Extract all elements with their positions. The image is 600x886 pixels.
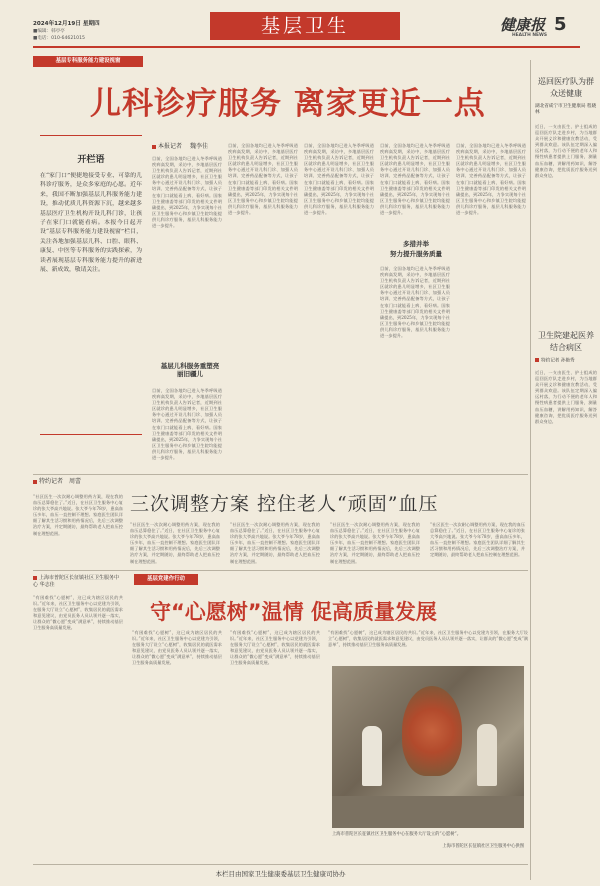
section-title: 基层卫生 xyxy=(260,15,349,37)
header-phone: ■电话：010-64621015 xyxy=(33,36,85,41)
main-col-5: 目前，全国各地均已进入冬季呼吸道疾病高发期，采访中，多地基层医疗卫生机构负责人告诉记者，近期到社区就诊的患儿明显增多，社区卫生服务中心通过开设儿科门诊、加强人员培训、完善药品配备等方式，让孩子在家门口就能看上病、看好病。国家卫生健康委等部门印发的相关文件明确提出，到2025年，力争实现每个社区卫生服务中心和乡镇卫生院均能提供儿科诊疗服务，基层儿科服务能力进一步提升。 xyxy=(456,143,526,216)
right-banner-1-author: 程晓林 xyxy=(535,104,597,115)
section-divider-2 xyxy=(33,570,528,571)
main-tag: 本报记者 xyxy=(158,143,183,150)
page-number: 5 xyxy=(554,14,567,35)
photo-credit: 上海市普陀区长征镇社区卫生服务中心供图 xyxy=(442,844,524,849)
header-editor: ■编辑：韩亭亭 xyxy=(33,29,65,34)
editor-note xyxy=(40,135,142,435)
header-rule xyxy=(33,46,580,48)
header-date: 2024年12月19日 星期四 xyxy=(33,21,100,27)
main-subhead-3: 努力提升服务质量 xyxy=(390,250,442,258)
right-banner-2-author: 孙艳秀 xyxy=(560,358,575,364)
wish-tree-shape xyxy=(402,686,462,776)
right-col-text-2: 近日，一支由医生、护士组成的巡回医疗队走进乡村，为当地群众开展义诊和健康宣教活动，受到群众欢迎。该队伍定期深入偏远村落，为行动不便的老年人和慢性病患者提供上门服务，测量血压血糖，讲解用药知识，解答健康咨询，把优质医疗服务送到群众身边。 xyxy=(535,370,597,424)
main-subhead-1: 基层儿科服务重塑亮丽旧疆儿 xyxy=(160,362,220,378)
main-col-4: 目前，全国各地均已进入冬季呼吸道疾病高发期，采访中，多地基层医疗卫生机构负责人告诉记者，近期到社区就诊的患儿明显增多，社区卫生服务中心通过开设儿科门诊、加强人员培训、完善药品配备等方式，让孩子在家门口就能看上病、看好病。国家卫生健康委等部门印发的相关文件明确提出，到2025年，力争实现每个社区卫生服务中心和乡镇卫生院均能提供儿科诊疗服务，基层儿科服务能力进一步提升。 xyxy=(380,143,450,216)
right-banner-1-title: 巡回医疗队为群众送健康 xyxy=(538,77,594,98)
masthead-logo: 健康报 xyxy=(500,16,546,34)
masthead-logo-en: HEALTH NEWS xyxy=(512,33,548,38)
photo-person-2 xyxy=(477,724,497,786)
editor-note-body: 在“家门口”便捷地接受专业、可靠的儿科诊疗服务，是众多家庭的心愿。近年来，我国不断加强基层儿科服务能力建设，推动优质儿科资源下沉，越来越多基层医疗卫生机构开设儿科门诊，让孩子在家门口就能看病。本报今日起开设“基层专科服务能力建设视窗”栏目，关注各地加强基层儿科、口腔、眼科、康复、中医等专科服务的实践探索，为读者展现基层专科服务能力提升的新进展、新成效，敬请关注。 xyxy=(40,173,142,274)
main-col-4b: 目前，全国各地均已进入冬季呼吸道疾病高发期，采访中，多地基层医疗卫生机构负责人告诉记者，近期到社区就诊的患儿明显增多，社区卫生服务中心通过开设儿科门诊、加强人员培训、完善药品配备等方式，让孩子在家门口就能看上病、看好病。国家卫生健康委等部门印发的相关文件明确提出，到2025年，力争实现每个社区卫生服务中心和乡镇卫生院均能提供儿科诊疗服务，基层儿科服务能力进一步提升。 xyxy=(380,266,450,339)
photo-floor xyxy=(332,796,524,828)
second-col-4: “社区医生一次次耐心调整用药方案，现在我的血压总算稳住了。”近日，在社区卫生服务中心复诊的张大爷高兴地说。张大爷今年78岁，患高血压多年，血压一直控制不理想。家庭医生团队详细了解其生活习惯和用药情况后，先后三次调整治疗方案，并定期随访，最终帮助老人把血压控制在理想范围。 xyxy=(330,522,420,564)
main-headline: 儿科诊疗服务 离家更近一点 xyxy=(90,86,486,122)
right-col-text-1: 近日，一支由医生、护士组成的巡回医疗队走进乡村，为当地群众开展义诊和健康宣教活动，受到群众欢迎。该队伍定期深入偏远村落，为行动不便的老年人和慢性病患者提供上门服务，测量血压血糖，讲解用药知识，解答健康咨询，把优质医疗服务送到群众身边。 xyxy=(535,124,597,178)
wish-tree-photo xyxy=(332,666,524,828)
right-banner-2 xyxy=(535,330,597,354)
third-col-2: “有困难找“心愿树”，这已成为辖区居民的共识。”近年来，社区卫生服务中心以党建为引领，在服务大厅设立“心愿树”，收集居民的就医需求和意见建议，由党员医务人员认领并逐一落实，让群众的“微心愿”变成“满意单”，持续推动基层卫生服务高质量发展。 xyxy=(132,630,222,666)
main-col-1b: 目前，全国各地均已进入冬季呼吸道疾病高发期，采访中，多地基层医疗卫生机构负责人告诉记者，近期到社区就诊的患儿明显增多，社区卫生服务中心通过开设儿科门诊、加强人员培训、完善药品配备等方式，让孩子在家门口就能看上病、看好病。国家卫生健康委等部门印发的相关文件明确提出，到2025年，力争实现每个社区卫生服务中心和乡镇卫生院均能提供儿科诊疗服务，基层儿科服务能力进一步提升。 xyxy=(152,388,222,461)
main-author: 魏李佳 xyxy=(189,143,208,150)
photo-caption: 上海市普陀区长征镇社区卫生服务中心在服务大厅设立的“心愿树”。 xyxy=(332,832,462,837)
third-tag: 上海市普陀区长征镇社区卫生服务中心 xyxy=(33,575,120,588)
main-col-1: 目前，全国各地均已进入冬季呼吸道疾病高发期，采访中，多地基层医疗卫生机构负责人告诉记者，近期到社区就诊的患儿明显增多，社区卫生服务中心通过开设儿科门诊、加强人员培训、完善药品配备等方式，让孩子在家门口就能看上病、看好病。国家卫生健康委等部门印发的相关文件明确提出，到2025年，力争实现每个社区卫生服务中心和乡镇卫生院均能提供儿科诊疗服务，基层儿科服务能力进一步提升。 xyxy=(152,156,222,229)
byline-marker-icon xyxy=(535,358,539,362)
right-banner-2-title: 卫生院建起医养结合病区 xyxy=(538,331,594,352)
second-col-1: “社区医生一次次耐心调整用药方案，现在我的血压总算稳住了。”近日，在社区卫生服务中心复诊的张大爷高兴地说。张大爷今年78岁，患高血压多年，血压一直控制不理想。家庭医生团队详细了解其生活习惯和用药情况后，先后三次调整治疗方案，并定期随访，最终帮助老人把血压控制在理想范围。 xyxy=(33,494,123,536)
right-col-divider xyxy=(530,60,531,880)
second-byline xyxy=(33,478,81,486)
second-author: 周蕾 xyxy=(68,478,81,485)
topic-label: 基层专科服务能力建设视窗 xyxy=(33,56,143,67)
right-banner-2-byline xyxy=(535,358,597,365)
third-byline xyxy=(33,575,123,589)
footer-note: 本栏目由国家卫生健康委基层卫生健康司协办 xyxy=(215,870,346,878)
second-headline: 三次调整方案 控住老人“顽固”血压 xyxy=(130,493,439,515)
main-col-2: 目前，全国各地均已进入冬季呼吸道疾病高发期，采访中，多地基层医疗卫生机构负责人告诉记者，近期到社区就诊的患儿明显增多，社区卫生服务中心通过开设儿科门诊、加强人员培训、完善药品配备等方式，让孩子在家门口就能看上病、看好病。国家卫生健康委等部门印发的相关文件明确提出，到2025年，力争实现每个社区卫生服务中心和乡镇卫生院均能提供儿科诊疗服务，基层儿科服务能力进一步提升。 xyxy=(228,143,298,216)
second-tag: 特约记者 xyxy=(39,478,64,485)
byline-marker-icon xyxy=(33,576,37,580)
byline-marker-icon xyxy=(152,145,156,149)
second-col-5: “社区医生一次次耐心调整用药方案，现在我的血压总算稳住了。”近日，在社区卫生服务中心复诊的张大爷高兴地说。张大爷今年78岁，患高血压多年，血压一直控制不理想。家庭医生团队详细了解其生活习惯和用药情况后，先后三次调整治疗方案，并定期随访，最终帮助老人把血压控制在理想范围。 xyxy=(430,522,525,558)
main-col-3: 目前，全国各地均已进入冬季呼吸道疾病高发期，采访中，多地基层医疗卫生机构负责人告诉记者，近期到社区就诊的患儿明显增多，社区卫生服务中心通过开设儿科门诊、加强人员培训、完善药品配备等方式，让孩子在家门口就能看上病、看好病。国家卫生健康委等部门印发的相关文件明确提出，到2025年，力争实现每个社区卫生服务中心和乡镇卫生院均能提供儿科诊疗服务，基层儿科服务能力进一步提升。 xyxy=(304,143,374,216)
third-author: 华志佳 xyxy=(39,582,55,588)
third-col-4: “有困难找“心愿树”，这已成为辖区居民的共识。”近年来，社区卫生服务中心以党建为引领，在服务大厅设立“心愿树”，收集居民的就医需求和意见建议，由党员医务人员认领并逐一落实，让群众的“微心愿”变成“满意单”，持续推动基层卫生服务高质量发展。 xyxy=(328,630,528,648)
third-headline: 守“心愿树”温情 促高质量发展 xyxy=(150,600,437,624)
byline-marker-icon xyxy=(33,480,37,484)
section-title-bar xyxy=(210,12,400,40)
page-header xyxy=(0,0,600,50)
footer-rule xyxy=(33,864,528,865)
photo-person-1 xyxy=(362,726,382,786)
third-col-1: “有困难找“心愿树”，这已成为辖区居民的共识。”近年来，社区卫生服务中心以党建为引领，在服务大厅设立“心愿树”，收集居民的就医需求和意见建议，由党员医务人员认领并逐一落实，让群众的“微心愿”变成“满意单”，持续推动基层卫生服务高质量发展。 xyxy=(33,595,123,631)
main-subhead-2: 多措并举 xyxy=(403,240,429,248)
second-col-2: “社区医生一次次耐心调整用药方案，现在我的血压总算稳住了。”近日，在社区卫生服务中心复诊的张大爷高兴地说。张大爷今年78岁，患高血压多年，血压一直控制不理想。家庭医生团队详细了解其生活习惯和用药情况后，先后三次调整治疗方案，并定期随访，最终帮助老人把血压控制在理想范围。 xyxy=(130,522,220,564)
third-col-3: “有困难找“心愿树”，这已成为辖区居民的共识。”近年来，社区卫生服务中心以党建为引领，在服务大厅设立“心愿树”，收集居民的就医需求和意见建议，由党员医务人员认领并逐一落实，让群众的“微心愿”变成“满意单”，持续推动基层卫生服务高质量发展。 xyxy=(230,630,320,666)
right-banner-1-tag: 湖北省咸宁市卫生健康局 xyxy=(535,104,586,109)
section-divider-1 xyxy=(33,474,528,475)
second-col-3: “社区医生一次次耐心调整用药方案，现在我的血压总算稳住了。”近日，在社区卫生服务中心复诊的张大爷高兴地说。张大爷今年78岁，患高血压多年，血压一直控制不理想。家庭医生团队详细了解其生活习惯和用药情况后，先后三次调整治疗方案，并定期随访，最终帮助老人把血压控制在理想范围。 xyxy=(230,522,320,564)
third-section-label: 基层党建作行动 xyxy=(134,574,198,585)
editor-note-title: 开栏语 xyxy=(77,155,105,165)
right-banner-1-byline xyxy=(535,104,597,116)
right-banner-1 xyxy=(535,76,597,100)
right-banner-2-tag: 特约记者 xyxy=(541,358,560,364)
